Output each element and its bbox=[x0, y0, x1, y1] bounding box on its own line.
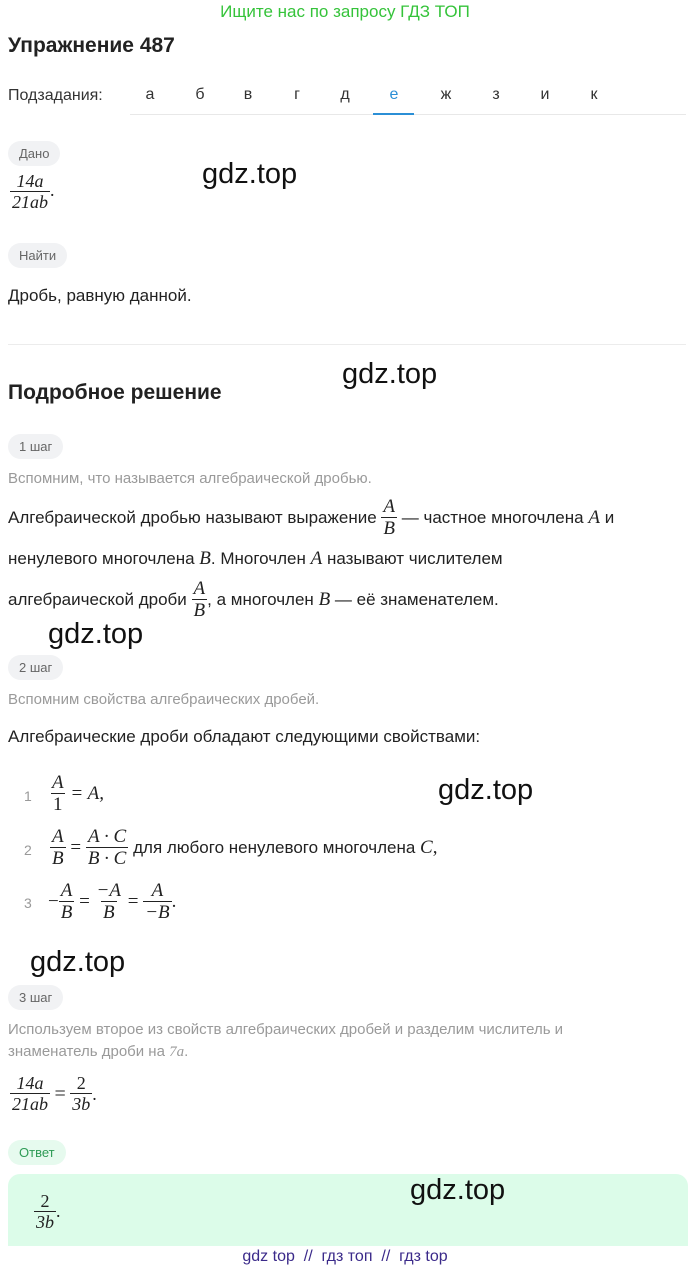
tab-k[interactable]: к bbox=[590, 86, 598, 103]
tab-zh[interactable]: ж bbox=[440, 86, 452, 103]
step3-equation: $\frac{14a}{21ab}$ = $\frac{2}{3b}$ . bbox=[12, 1073, 97, 1114]
step2-hint: Вспомним свойства алгебраических дробей. bbox=[8, 691, 320, 708]
page-title: Упражнение 487 bbox=[8, 34, 175, 57]
property-1: $\frac{A}{1}$ = A, bbox=[52, 772, 104, 815]
given-pill: Дано bbox=[8, 141, 60, 166]
footer-links[interactable]: gdz top // гдз топ // гдз top bbox=[242, 1248, 448, 1265]
tab-b[interactable]: б bbox=[195, 86, 205, 103]
step3-hint-line2: знаменатель дроби на 7a. bbox=[8, 1043, 189, 1060]
property-2: $\frac{A}{B}$ = $\frac{A \cdot C}{B \cdot C}$ для любого ненулевого многочлена C , bbox=[52, 826, 438, 869]
tab-g[interactable]: г bbox=[294, 86, 300, 103]
step1-line2: ненулевого многочлена B . Многочлен A называют числителем bbox=[8, 548, 503, 569]
step2-text: Алгебраические дроби обладают следующими свойствами: bbox=[8, 727, 481, 746]
tab-i[interactable]: и bbox=[540, 86, 550, 103]
watermark-2: gdz.top bbox=[342, 358, 438, 390]
active-tab-underline bbox=[373, 113, 414, 115]
promo-banner[interactable]: Ищите нас по запросу ГДЗ ТОП bbox=[220, 2, 470, 21]
section-divider bbox=[8, 344, 686, 345]
answer-box bbox=[8, 1174, 688, 1246]
given-fraction: $\frac{14a}{21ab}$ . bbox=[12, 171, 55, 212]
answer-pill: Ответ bbox=[8, 1140, 66, 1165]
answer-fraction: $\frac{2}{3b}$ . bbox=[36, 1191, 61, 1232]
list-number: 2 bbox=[24, 842, 32, 858]
list-number: 1 bbox=[24, 788, 32, 804]
step1-pill: 1 шаг bbox=[8, 434, 63, 459]
watermark-1: gdz.top bbox=[202, 158, 298, 190]
watermark-6: gdz.top bbox=[410, 1174, 506, 1206]
tab-z[interactable]: з bbox=[492, 86, 500, 103]
tab-a[interactable]: а bbox=[145, 86, 155, 103]
step1-line1: Алгебраической дробью называют выражение $\frac{A}{B}$ — частное многочлена A и bbox=[8, 496, 615, 539]
watermark-3: gdz.top bbox=[48, 618, 144, 650]
tab-d[interactable]: д bbox=[340, 86, 350, 103]
subtasks-label: Подзадания: bbox=[8, 87, 103, 104]
watermark-5: gdz.top bbox=[30, 946, 126, 978]
tab-e[interactable]: е bbox=[389, 86, 399, 103]
property-3: − $\frac{A}{B}$ = $\frac{-A}{B}$ = $\frac{A}{-B}$ . bbox=[48, 880, 177, 923]
step1-hint: Вспомним, что называется алгебраической дробью. bbox=[8, 470, 372, 487]
watermark-4: gdz.top bbox=[438, 774, 534, 806]
list-number: 3 bbox=[24, 895, 32, 911]
step3-pill: 3 шаг bbox=[8, 985, 63, 1010]
step3-hint-line1: Используем второе из свойств алгебраических дробей и разделим числитель и bbox=[8, 1021, 564, 1038]
step2-pill: 2 шаг bbox=[8, 655, 63, 680]
tab-v[interactable]: в bbox=[243, 86, 253, 103]
step1-line3: алгебраической дроби $\frac{A}{B}$ , а многочлен B — её знаменателем. bbox=[8, 578, 499, 621]
find-pill: Найти bbox=[8, 243, 67, 268]
solution-heading: Подробное решение bbox=[8, 381, 222, 404]
find-text: Дробь, равную данной. bbox=[8, 286, 192, 305]
